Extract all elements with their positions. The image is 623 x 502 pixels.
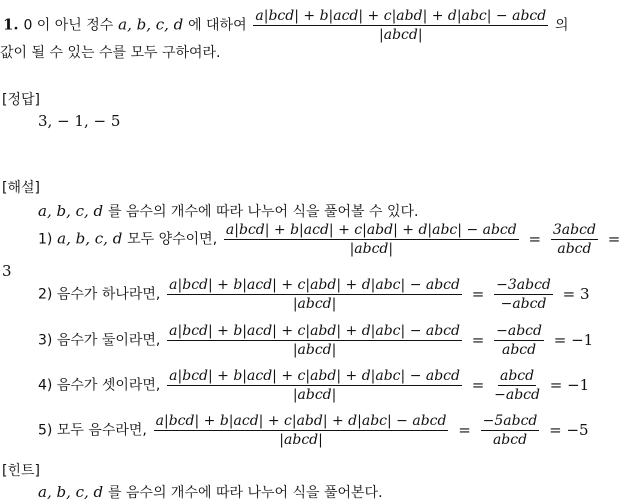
case-4-row <box>38 368 592 403</box>
case-3-mid-denominator: abcd <box>502 342 537 358</box>
hint-label: [힌트] <box>2 463 40 479</box>
problem-number: 1. <box>3 15 19 34</box>
case-4-fraction-main <box>167 368 462 403</box>
answer-label: [정답] <box>2 92 40 108</box>
case-3-row <box>38 323 596 358</box>
problem-lead: 0 이 아닌 정수 <box>23 17 114 34</box>
problem-vars: a, b, c, d <box>118 15 184 34</box>
case-1-text: 모두 양수이면, <box>127 231 218 248</box>
case-1-vars: a, b, c, d <box>57 229 123 248</box>
case-2-fraction-mid <box>494 277 553 312</box>
case-3-main-numerator: a|bcd| + b|acd| + c|abd| + d|abc| − abcd <box>169 323 460 339</box>
case-3-fraction-main <box>167 323 462 358</box>
case-1-prefix: 1) <box>38 231 53 248</box>
case-2-mid-numerator: −3abcd <box>496 277 551 293</box>
case-4-prefix: 4) 음수가 셋이라면, <box>38 377 161 394</box>
case-3-fraction-mid <box>494 323 544 358</box>
case-1-result: 3 <box>2 262 12 280</box>
case-4-main-numerator: a|bcd| + b|acd| + c|abd| + d|abc| − abcd <box>169 368 460 384</box>
hint-vars: a, b, c, d <box>38 483 104 501</box>
case-2-row <box>38 277 593 312</box>
case-1-equals-1: = <box>528 229 542 248</box>
case-4-result: = −1 <box>549 375 590 394</box>
case-2-fraction-main <box>167 277 462 312</box>
case-3-main-denominator: |abcd| <box>292 342 337 358</box>
case-5-row <box>38 413 592 448</box>
case-4-mid-numerator: abcd <box>500 368 535 384</box>
case-3-mid-numerator: −abcd <box>496 323 542 339</box>
case-1-mid-numerator: 3abcd <box>552 222 596 238</box>
case-2-mid-denominator: −abcd <box>500 296 547 312</box>
solution-intro <box>38 201 418 221</box>
case-4-mid-denominator: −abcd <box>494 387 540 403</box>
problem-line-1 <box>3 8 569 43</box>
case-2-prefix: 2) 음수가 하나라면, <box>38 286 161 303</box>
solution-label: [해설] <box>2 180 40 196</box>
case-5-fraction-mid <box>481 413 540 448</box>
case-2-main-denominator: |abcd| <box>292 296 337 312</box>
case-1-main-numerator: a|bcd| + b|acd| + c|abd| + d|abc| − abcd <box>225 222 517 238</box>
case-3-result: = −1 <box>553 330 594 349</box>
case-5-result: = −5 <box>549 420 589 439</box>
case-5-mid-numerator: −5abcd <box>482 413 538 429</box>
solution-intro-vars: a, b, c, d <box>38 202 104 220</box>
case-5-prefix: 5) 모두 음수라면, <box>38 422 147 439</box>
case-4-main-denominator: |abcd| <box>292 387 337 403</box>
case-5-mid-denominator: abcd <box>492 432 528 448</box>
case-5-fraction-main <box>154 413 449 448</box>
problem-fraction-denominator: |abcd| <box>379 27 423 43</box>
case-1-fraction-mid <box>551 222 598 257</box>
problem-suffix: 의 <box>555 17 569 34</box>
case-4-equals: = <box>471 375 485 394</box>
case-1-row <box>38 222 623 257</box>
case-1-equals-2: = <box>607 229 621 248</box>
hint-text: 를 음수의 개수에 따라 나누어 식을 풀어본다. <box>107 485 383 501</box>
case-1-main-denominator: |abcd| <box>349 241 394 257</box>
case-3-prefix: 3) 음수가 둘이라면, <box>38 332 161 349</box>
case-3-equals: = <box>471 330 485 349</box>
case-1-mid-denominator: abcd <box>557 241 592 257</box>
case-4-fraction-mid <box>494 368 540 403</box>
case-5-equals: = <box>458 420 471 439</box>
answer-values: 3, − 1, − 5 <box>38 112 121 130</box>
hint-text-row <box>38 482 383 502</box>
problem-fraction <box>253 8 548 43</box>
case-1-fraction-main <box>224 222 519 257</box>
case-2-result: = 3 <box>562 284 590 303</box>
case-2-main-numerator: a|bcd| + b|acd| + c|abd| + d|abc| − abcd <box>169 277 460 293</box>
problem-fraction-numerator: a|bcd| + b|acd| + c|abd| + d|abc| − abcd <box>255 8 547 24</box>
problem-mid: 에 대하여 <box>188 17 247 34</box>
case-5-main-denominator: |abcd| <box>279 432 323 448</box>
solution-intro-text: 를 음수의 개수에 따라 나누어 식을 풀어볼 수 있다. <box>107 204 419 220</box>
case-2-equals: = <box>471 284 485 303</box>
case-5-main-numerator: a|bcd| + b|acd| + c|abd| + d|abc| − abcd <box>155 413 447 429</box>
problem-line-2: 값이 될 수 있는 수를 모두 구하여라. <box>0 45 221 61</box>
